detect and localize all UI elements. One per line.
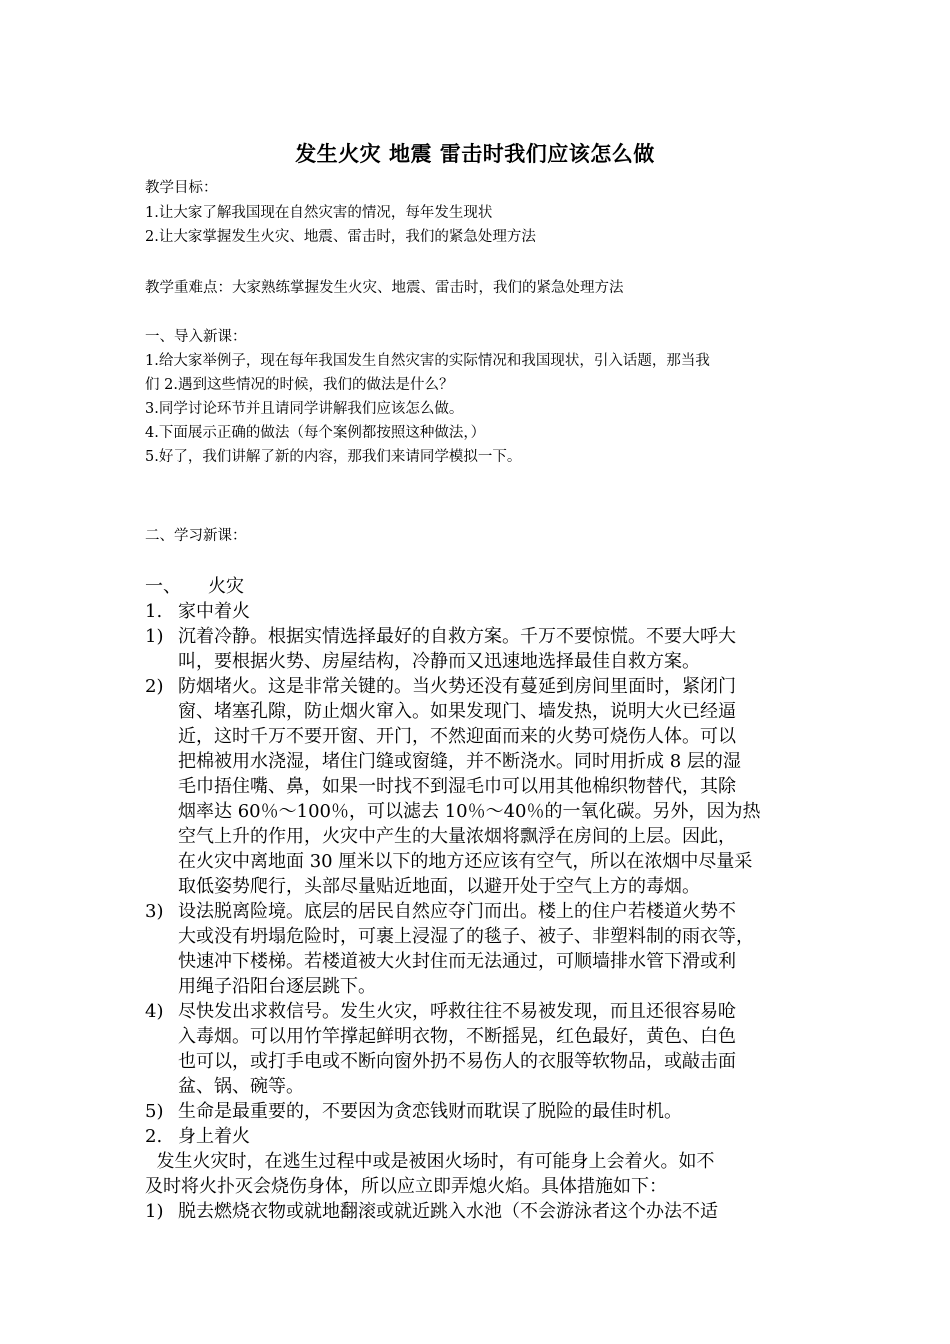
new-lesson-heading: 二、学习新课： [145,528,247,544]
intro-line: 4.下面展示正确的做法（每个案例都按照这种做法，） [145,425,486,441]
objectives-heading: 教学目标： [145,180,218,196]
list-item-number: 5) [145,1101,164,1122]
intro-lines [145,349,815,469]
paragraph-line: 及时将火扑灭会烧伤身体，所以应立即弄熄火焰。具体措施如下： [145,1176,667,1197]
text-line: 快速冲下楼梯。若楼道被大火封住而无法通过，可顺墙排水管下滑或利 [178,951,736,972]
list-item-number: 1) [145,1201,164,1222]
document-title: 发生火灾 地震 雷击时我们应该怎么做 [295,142,655,166]
list-item-number: 2) [145,676,164,697]
text-line: 脱去燃烧衣物或就地翻滚或就近跳入水池（不会游泳者这个办法不适 [178,1201,718,1222]
text-line: 大或没有坍塌危险时，可裹上浸湿了的毯子、被子、非塑料制的雨衣等， [178,926,754,947]
home-fire-number: 1. [145,601,163,622]
list-item [145,674,825,899]
text-line: 把棉被用水浇湿，堵住门缝或窗缝，并不断浇水。同时用折成 8 层的湿 [178,751,741,772]
text-line: 叫，要根据火势、房屋结构，冷静而又迅速地选择最佳自救方案。 [178,651,700,672]
intro-line: 1.给大家举例子，现在每年我国发生自然灾害的实际情况和我国现状，引入话题，那当我 [145,353,710,369]
list-item-number: 1) [145,626,164,647]
key-points: 教学重难点：大家熟练掌握发生火灾、地震、雷击时，我们的紧急处理方法 [145,280,624,296]
objective-item-1: 1.让大家了解我国现在自然灾害的情况，每年发生现状 [145,205,493,221]
text-line: 近，这时千万不要开窗、开门，不然迎面而来的火势可烧伤人体。可以 [178,726,736,747]
fire-heading-label: 火灾 [208,576,244,597]
text-line: 用绳子沿阳台逐层跳下。 [178,976,376,997]
list-item [145,899,825,999]
text-line: 窗、堵塞孔隙，防止烟火窜入。如果发现门、墙发热，说明大火已经逼 [178,701,736,722]
intro-line: 5.好了，我们讲解了新的内容，那我们来请同学模拟一下。 [145,449,522,465]
text-line: 空气上升的作用，火灾中产生的大量浓烟将飘浮在房间的上层。因此， [178,826,736,847]
objective-item-2: 2.让大家掌握发生火灾、地震、雷击时，我们的紧急处理方法 [145,229,536,245]
text-line: 在火灾中离地面 30 厘米以下的地方还应该有空气，所以在浓烟中尽量采 [178,851,753,872]
home-fire-heading [145,599,825,624]
text-line: 取低姿势爬行，头部尽量贴近地面，以避开处于空气上方的毒烟。 [178,876,700,897]
list-item [145,624,825,674]
text-line: 盆、锅、碗等。 [178,1076,304,1097]
text-line: 生命是最重要的，不要因为贪恋钱财而耽误了脱险的最佳时机。 [178,1101,682,1122]
text-line: 也可以，或打手电或不断向窗外扔不易伤人的衣服等软物品，或敲击面 [178,1051,736,1072]
text-line: 入毒烟。可以用竹竿撑起鲜明衣物，不断摇晃，红色最好，黄色、白色 [178,1026,736,1047]
body-fire-label: 身上着火 [178,1126,250,1147]
fire-section [145,574,825,1224]
paragraph-line: 发生火灾时，在逃生过程中或是被困火场时，有可能身上会着火。如不 [145,1151,715,1172]
body-fire-number: 2. [145,1126,163,1147]
list-item [145,999,825,1099]
intro-line: 3.同学讨论环节并且请同学讲解我们应该怎么做。 [145,401,464,417]
home-fire-label: 家中着火 [178,601,250,622]
intro-line: 们 2.遇到这些情况的时候，我们的做法是什么？ [145,377,454,393]
list-item [145,1099,825,1124]
fire-heading [145,574,825,599]
text-line: 防烟堵火。这是非常关键的。当火势还没有蔓延到房间里面时，紧闭门 [178,676,736,697]
list-item-number: 4) [145,1001,164,1022]
intro-heading: 一、导入新课： [145,329,247,345]
text-line: 毛巾捂住嘴、鼻，如果一时找不到湿毛巾可以用其他棉织物替代，其除 [178,776,736,797]
list-item [145,1199,825,1224]
list-item-number: 3) [145,901,164,922]
fire-heading-number: 一、 [145,576,181,597]
body-fire-heading [145,1124,825,1149]
text-line: 设法脱离险境。底层的居民自然应夺门而出。楼上的住户若楼道火势不 [178,901,736,922]
text-line: 烟率达 60％～100％，可以滤去 10％～40％的一氧化碳。另外，因为热 [178,801,761,822]
text-line: 尽快发出求救信号。发生火灾，呼救往往不易被发现，而且还很容易呛 [178,1001,736,1022]
text-line: 沉着冷静。根据实情选择最好的自救方案。千万不要惊慌。不要大呼大 [178,626,736,647]
